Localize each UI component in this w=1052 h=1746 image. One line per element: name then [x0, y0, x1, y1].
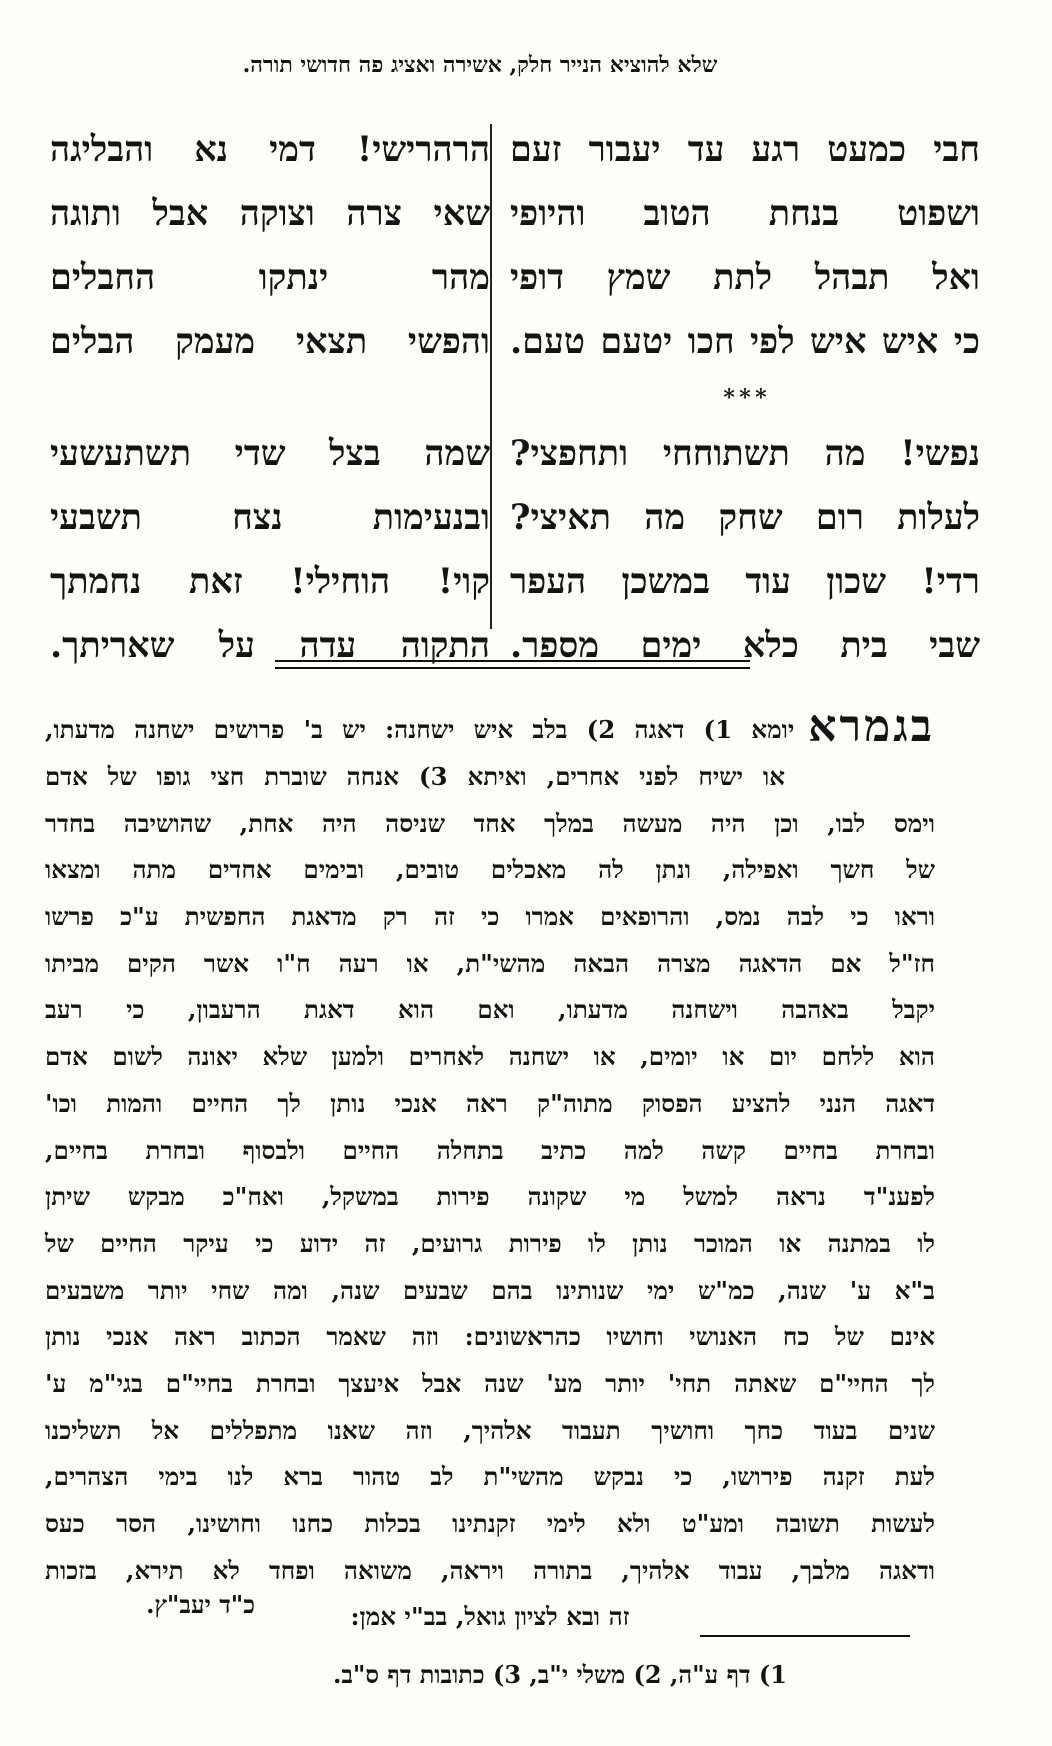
footnote-rule — [700, 1635, 910, 1637]
commentary-block — [45, 700, 935, 1641]
poem-line: התקוה עדה על שאריתך. — [50, 625, 490, 666]
text-line: שנים בעוד כחך וחושיך תעבוד אלהיך, וזה שאנו מתפללים אל תשליכנו — [45, 1415, 935, 1445]
text-line: ב"א ע' שנה, כמ"ש ימי שנותינו בהם שבעים שנה, ומה שחי יותר משבעים — [45, 1275, 935, 1305]
text-line: לו במתנה או המוכר נותן לו פירות גרועים, זה ידוע כי עיקר החיים של — [45, 1228, 935, 1258]
text-line: לעת זקנה פירושו, כי נבקש מהשי"ת לב טהור ברא לנו בימי הצהרים, — [45, 1462, 935, 1492]
double-rule-divider — [275, 660, 750, 669]
text-line: ודאגה מלבך, עבוד אלהיך, בתורה ויראה, משואה ופחד לא תירא, בזכות — [45, 1555, 935, 1585]
poem-right-column — [510, 118, 980, 678]
text-line: יקבל באהבה וישחנה מדעתו, ואם הוא דאגת הרעבון, כי רעב — [45, 995, 935, 1025]
text-line-content: יומא 1) דאגה 2) בלב איש ישחנה: יש ב' פרושים ישחנה מדעתו, — [45, 715, 795, 744]
poem-line: רדי! שכון עוד במשכן העפר — [510, 561, 980, 602]
text-line: אינם של כח האנושי וחושיו כהראשונים: וזה שאמר הכתוב ראה אנכי נותן — [45, 1322, 935, 1352]
text-line: לעשות תשובה ומע"ט ולא לימי זקנתינו בכלות כחנו וחושינו, הסר כעס — [45, 1509, 935, 1538]
footnotes: 1) דף ע"ה, 2) משלי י"ב, 3) כתובות דף ס"ב. — [333, 1660, 787, 1689]
text-line: וימס לבו, וכן היה מעשה במלך אחד שניסה היה אחת, שהושיבה בחדר — [45, 808, 935, 838]
author-signature: כ"ד יעב"ץ. — [146, 1590, 255, 1619]
poem-line: והפשי תצאי מעמק הבלים — [50, 321, 490, 362]
stanza-gap — [50, 374, 490, 422]
text-line: וראו כי לבה נמס, והרופאים אמרו כי זה רק מדאגת החפשית ע"כ פרשו — [45, 902, 935, 932]
poem-left-column — [50, 118, 490, 678]
poem-line: קוי! הוחילי! זאת נחמתך — [50, 561, 490, 602]
poem-line: שמה בצל שדי תשתעשעי — [50, 433, 490, 474]
poem-line: כי איש איש לפי חכו יטעם טעם. — [510, 321, 980, 362]
text-line: לך החיי"ם שאתה תחי' יותר מע' שנה אבל איעצך ובחרת בחיי"ם בגי"מ ע' — [45, 1368, 935, 1398]
column-divider — [490, 124, 492, 629]
poem-block — [50, 118, 1000, 666]
text-line: לפענ"ד נראה למשל מי שקונה פירות במשקל, ואח"כ מבקש שיתן — [45, 1182, 935, 1212]
poem-line: שבי בית כלא ימים מספר. — [510, 625, 980, 666]
text-line: הוא ללחם יום או יומים, או ישחנה לאחרים ולמען שלא יאונה לשום אדם — [45, 1042, 935, 1072]
section-heading: בגמרא — [808, 701, 935, 752]
stanza-separator: * * * — [723, 385, 767, 411]
text-line: זה ובא לציון גואל, בב"י אמן: — [350, 1602, 630, 1632]
poem-line: ואל תבהל לתת שמץ דופי — [510, 257, 980, 298]
page-header: שלא להוציא הנייר חלק, אשירה ואציג פה חדושי תורה. — [242, 52, 718, 78]
text-line: חז"ל אם הדאגה מצרה הבאה מהשי"ת, או רעה ח"ו אשר הקים מביתו — [45, 948, 935, 978]
text-line: דאגה הנני להציע הפסוק מתוה"ק ראה אנכי נותן לך החיים והמות וכו' — [45, 1088, 935, 1118]
poem-line: הרהרישי! דמי נא והבליגה — [50, 129, 490, 170]
poem-line: שאי צרה וצוקה אבל ותוגה — [50, 193, 490, 234]
poem-line: נפשי! מה תשתוחחי ותחפצי? — [510, 433, 980, 474]
text-line: או ישיח לפני אחרים, ואיתא 3) אנחה שוברת חצי גופו של אדם — [45, 762, 786, 791]
poem-line: ובנעימות נצח תשבעי — [50, 497, 490, 538]
text-line — [45, 700, 935, 754]
poem-line: ושפוט בנחת הטוב והיופי — [510, 193, 980, 234]
poem-line: מהר ינתקו החבלים — [50, 257, 490, 298]
text-line: ובחרת בחיים קשה למה כתיב בתחלה החיים ולבסוף ובחרת בחיים, — [45, 1135, 935, 1165]
poem-line: חבי כמעט רגע עד יעבור זעם — [510, 129, 980, 170]
poem-line: לעלות רום שחק מה תאיצי? — [510, 497, 980, 538]
text-line: של חשך ואפילה, ונתן לה מאכלים טובים, ובימים אחדים מתה ומצאו — [45, 855, 935, 885]
